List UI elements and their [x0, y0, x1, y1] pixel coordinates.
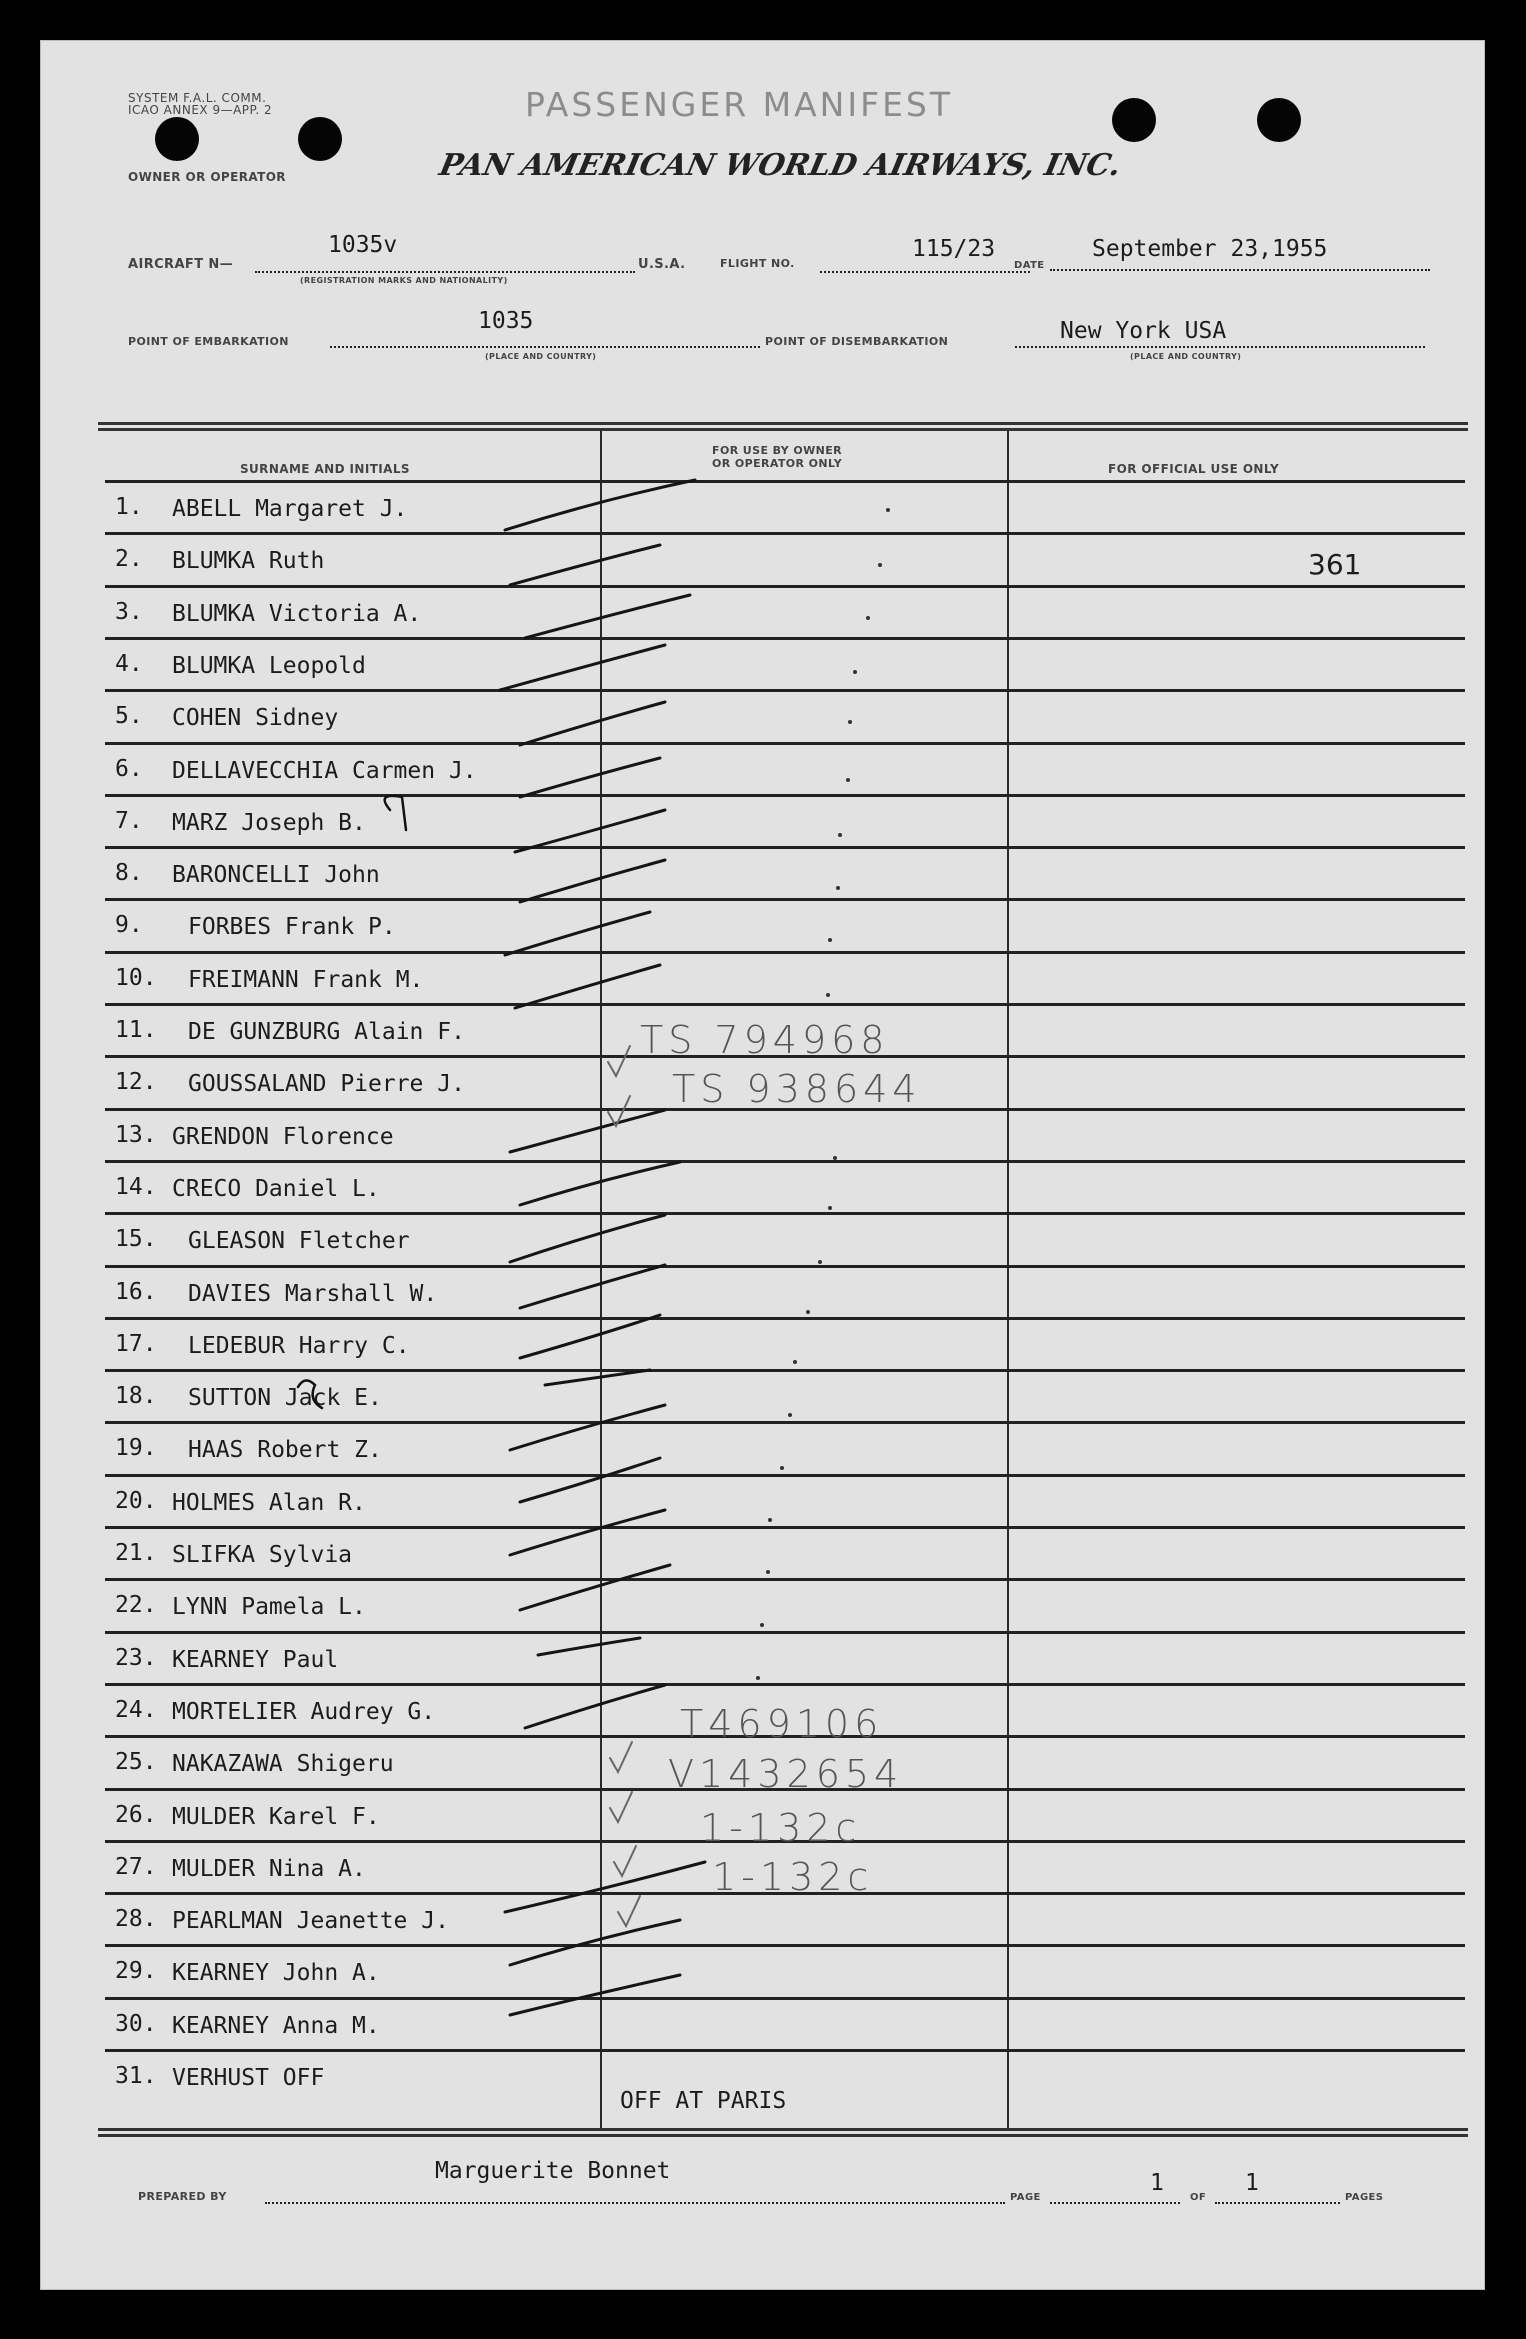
form-ref-line: ICAO ANNEX 9—APP. 2: [128, 103, 273, 117]
aircraft-label: AIRCRAFT N—: [128, 257, 234, 272]
passenger-number: 23.: [115, 1645, 157, 1671]
passenger-number: 14.: [115, 1174, 157, 1200]
passenger-name: SLIFKA Sylvia: [172, 1542, 353, 1568]
passenger-name: CRECO Daniel L.: [172, 1176, 380, 1202]
handwritten-number: TS 794968: [640, 1018, 890, 1062]
manifest-sheet: [40, 40, 1485, 2290]
passenger-number: 21.: [115, 1540, 157, 1566]
passenger-number: 17.: [115, 1331, 157, 1357]
passenger-name: GRENDON Florence: [172, 1124, 394, 1150]
passenger-number: 18.: [115, 1383, 157, 1409]
passenger-number: 19.: [115, 1435, 157, 1461]
of-label: OF: [1190, 2192, 1207, 2203]
passenger-name: LEDEBUR Harry C.: [188, 1333, 410, 1359]
passenger-name: DE GUNZBURG Alain F.: [188, 1019, 465, 1045]
pen-strokes: [40, 40, 1485, 2290]
passenger-name: KEARNEY Anna M.: [172, 2013, 380, 2039]
passenger-number: 12.: [115, 1069, 157, 1095]
passenger-name: COHEN Sidney: [172, 705, 339, 731]
passenger-name: GLEASON Fletcher: [188, 1228, 410, 1254]
passenger-number: 20.: [115, 1488, 157, 1514]
operator-name: PAN AMERICAN WORLD AIRWAYS, INC.: [436, 148, 1125, 183]
passenger-name: SUTTON Jack E.: [188, 1385, 382, 1411]
date-label: DATE: [1014, 260, 1045, 271]
passenger-number: 7.: [115, 808, 143, 834]
passenger-name: HAAS Robert Z.: [188, 1437, 382, 1463]
owner-label: OWNER OR OPERATOR: [128, 170, 286, 184]
passenger-name: PEARLMAN Jeanette J.: [172, 1908, 449, 1934]
disembarkation-label: POINT OF DISEMBARKATION: [765, 335, 949, 348]
passenger-number: 15.: [115, 1226, 157, 1252]
passenger-number: 8.: [115, 860, 143, 886]
column-header-official: FOR OFFICIAL USE ONLY: [1108, 462, 1280, 476]
aircraft-caption: (REGISTRATION MARKS AND NATIONALITY): [300, 276, 508, 285]
disembarkation-value: New York USA: [1060, 318, 1227, 344]
passenger-name: MULDER Karel F.: [172, 1804, 380, 1830]
passenger-name: BLUMKA Victoria A.: [172, 601, 422, 627]
passenger-name: FREIMANN Frank M.: [188, 967, 424, 993]
embarkation-caption: (PLACE AND COUNTRY): [485, 352, 597, 361]
passenger-number: 25.: [115, 1749, 157, 1775]
passenger-name: BLUMKA Leopold: [172, 653, 366, 679]
passenger-number: 2.: [115, 546, 143, 572]
aircraft-value: 1035v: [328, 232, 398, 258]
passenger-number: 22.: [115, 1592, 157, 1618]
passenger-number: 24.: [115, 1697, 157, 1723]
page-value: 1: [1150, 2170, 1164, 2196]
passenger-number: 27.: [115, 1854, 157, 1880]
of-value: 1: [1245, 2170, 1259, 2196]
prepared-line: [265, 2202, 1005, 2204]
passenger-name: LYNN Pamela L.: [172, 1594, 366, 1620]
passenger-number: 4.: [115, 651, 143, 677]
passenger-name: BARONCELLI John: [172, 862, 380, 888]
passenger-number: 29.: [115, 1958, 157, 1984]
passenger-name: ABELL Margaret J.: [172, 496, 408, 522]
passenger-number: 26.: [115, 1802, 157, 1828]
form-ref-line: SYSTEM F.A.L. COMM.: [128, 91, 267, 105]
embarkation-label: POINT OF EMBARKATION: [128, 335, 289, 348]
passenger-number: 1.: [115, 494, 143, 520]
passenger-number: 9.: [115, 912, 143, 938]
passenger-number: 10.: [115, 965, 157, 991]
official-number: 361: [1308, 548, 1362, 581]
passenger-number: 30.: [115, 2011, 157, 2037]
handwritten-number: 1-132c: [712, 1855, 874, 1899]
prepared-value: Marguerite Bonnet: [435, 2158, 671, 2184]
flight-value: 115/23: [912, 236, 996, 262]
of-line: [1215, 2202, 1340, 2204]
form-title: PASSENGER MANIFEST: [525, 85, 954, 124]
passenger-name: KEARNEY John A.: [172, 1960, 380, 1986]
passenger-number: 3.: [115, 599, 143, 625]
passenger-number: 13.: [115, 1122, 157, 1148]
prepared-label: PREPARED BY: [138, 2190, 227, 2203]
table-bottom-rule: [98, 2128, 1468, 2131]
passenger-number: 5.: [115, 703, 143, 729]
column-header-owner-line: FOR USE BY OWNER: [712, 444, 843, 457]
passenger-name: VERHUST OFF: [172, 2065, 325, 2091]
passenger-number: 31.: [115, 2063, 157, 2089]
column-header-owner-line: OR OPERATOR ONLY: [712, 457, 843, 470]
handwritten-number: V1432654: [668, 1752, 904, 1796]
passenger-name: GOUSSALAND Pierre J.: [188, 1071, 465, 1097]
pages-label: PAGES: [1345, 2192, 1384, 2203]
table-bottom-rule: [98, 2134, 1468, 2137]
embarkation-value: 1035: [478, 308, 534, 334]
row31-note: OFF AT PARIS: [620, 2088, 787, 2114]
passenger-name: KEARNEY Paul: [172, 1647, 339, 1673]
passenger-number: 11.: [115, 1017, 157, 1043]
date-value: September 23,1955: [1092, 236, 1328, 262]
passenger-name: MULDER Nina A.: [172, 1856, 366, 1882]
passenger-name: NAKAZAWA Shigeru: [172, 1751, 394, 1777]
passenger-number: 6.: [115, 756, 143, 782]
handwritten-number: TS 938644: [672, 1067, 922, 1111]
disembarkation-caption: (PLACE AND COUNTRY): [1130, 352, 1242, 361]
passenger-name: HOLMES Alan R.: [172, 1490, 366, 1516]
page-label: PAGE: [1010, 2192, 1041, 2203]
handwritten-number: T469106: [680, 1702, 884, 1746]
passenger-name: DELLAVECCHIA Carmen J.: [172, 758, 477, 784]
passenger-number: 28.: [115, 1906, 157, 1932]
passenger-number: 16.: [115, 1279, 157, 1305]
passenger-name: BLUMKA Ruth: [172, 548, 325, 574]
handwritten-number: 1-132c: [700, 1806, 862, 1850]
flight-label: FLIGHT NO.: [720, 257, 795, 270]
passenger-name: MORTELIER Audrey G.: [172, 1699, 436, 1725]
column-header-name: SURNAME AND INITIALS: [240, 462, 410, 476]
passenger-name: DAVIES Marshall W.: [188, 1281, 438, 1307]
passenger-name: FORBES Frank P.: [188, 914, 396, 940]
page-line: [1050, 2202, 1180, 2204]
usa-label: U.S.A.: [638, 257, 686, 272]
passenger-name: MARZ Joseph B.: [172, 810, 366, 836]
